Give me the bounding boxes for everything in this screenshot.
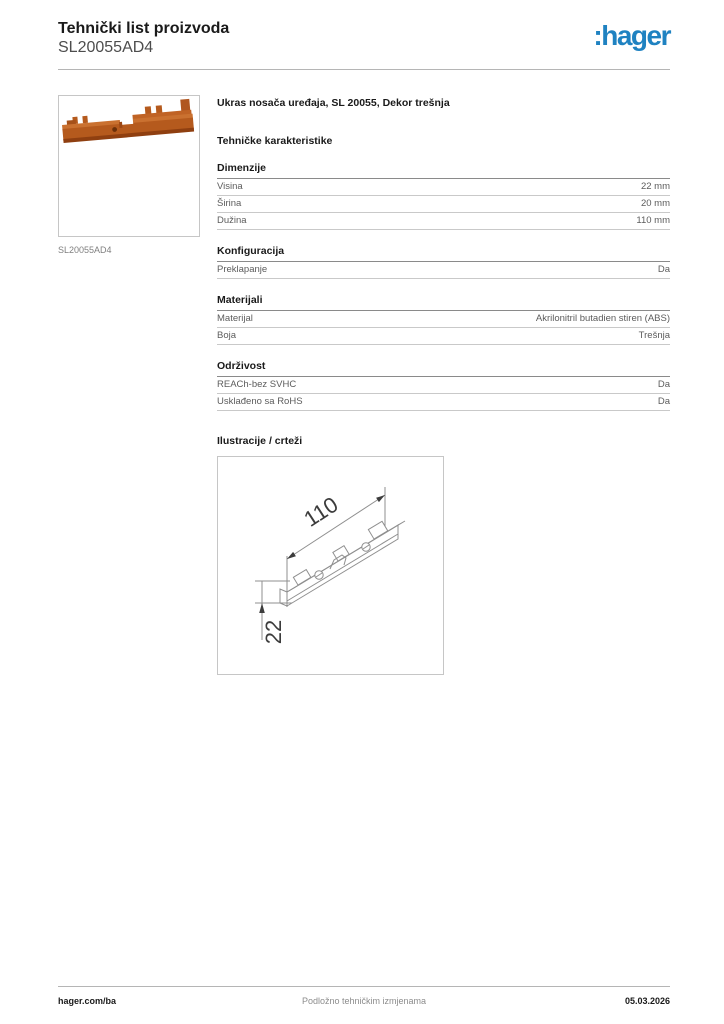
row-label: REACh-bez SVHC (217, 379, 297, 390)
section-dimensions (217, 162, 670, 230)
section-title: Konfiguracija (217, 245, 670, 262)
height-dimension-label: 22 (261, 619, 286, 645)
table-row (217, 377, 670, 394)
footer-disclaimer: Podložno tehničkim izmjenama (301, 996, 427, 1006)
footer-website: hager.com/ba (58, 996, 117, 1006)
row-label: Boja (217, 330, 237, 341)
row-value: Da (657, 379, 670, 390)
row-value: Akrilonitril butadien stiren (ABS) (535, 313, 670, 324)
header (58, 19, 670, 57)
product-image-column (58, 95, 200, 675)
row-value: Da (657, 264, 670, 275)
product-photo (59, 96, 199, 236)
row-value: 110 mm (636, 215, 670, 226)
section-configuration (217, 245, 670, 279)
table-row (217, 196, 670, 213)
table-row (217, 394, 670, 411)
header-titles (58, 19, 229, 57)
product-reference: SL20055AD4 (58, 39, 154, 56)
row-label: Preklapanje (217, 264, 268, 275)
product-image-caption: SL20055AD4 (58, 245, 112, 255)
section-title: Održivost (217, 360, 670, 377)
section-materials (217, 294, 670, 345)
technical-drawing (218, 457, 443, 674)
footer (58, 986, 670, 1006)
row-value: 22 mm (640, 181, 670, 192)
section-sustainability (217, 360, 670, 411)
characteristics-heading: Tehničke karakteristike (217, 135, 333, 147)
row-value: 20 mm (640, 198, 670, 209)
main-content (58, 95, 670, 675)
table-row (217, 213, 670, 230)
row-value: Trešnja (638, 330, 670, 341)
specs-column (217, 95, 670, 675)
length-dimension-label: 110 (299, 491, 343, 532)
row-label: Usklađeno sa RoHS (217, 396, 303, 407)
table-row (217, 262, 670, 279)
technical-drawing-frame (217, 456, 444, 675)
product-image-frame (58, 95, 200, 237)
row-label: Širina (217, 198, 242, 209)
table-row (217, 328, 670, 345)
header-divider (58, 69, 670, 70)
row-label: Visina (217, 181, 243, 192)
illustrations-heading: Ilustracije / crteži (217, 435, 303, 447)
table-row (217, 311, 670, 328)
row-label: Materijal (217, 313, 253, 324)
product-title: Ukras nosača uređaja, SL 20055, Dekor trešnja (217, 97, 450, 109)
table-row (217, 179, 670, 196)
hager-logo: :hager (593, 20, 670, 51)
row-value: Da (657, 396, 670, 407)
row-label: Dužina (217, 215, 247, 226)
section-title: Materijali (217, 294, 670, 311)
document-title: Tehnički list proizvoda (58, 20, 230, 37)
section-title: Dimenzije (217, 162, 670, 179)
footer-date: 05.03.2026 (624, 996, 670, 1006)
